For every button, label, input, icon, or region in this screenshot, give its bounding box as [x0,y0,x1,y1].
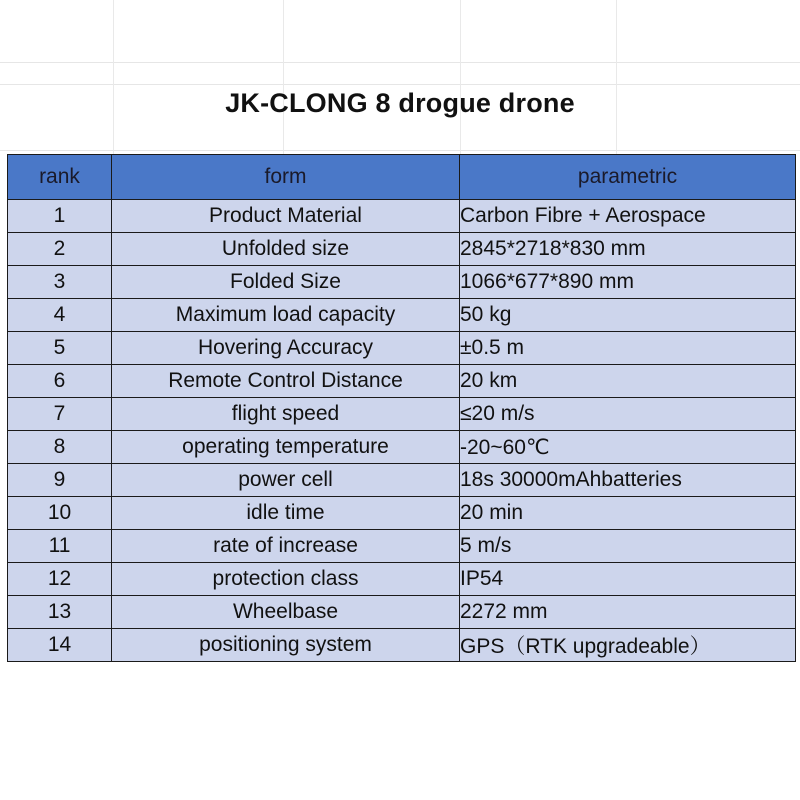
form-cell: Wheelbase [112,596,460,629]
param-cell: 50 kg [460,299,796,332]
table-row [8,365,796,398]
param-cell: 2845*2718*830 mm [460,233,796,266]
param-cell: 1066*677*890 mm [460,266,796,299]
form-cell: power cell [112,464,460,497]
rank-cell: 1 [8,200,112,233]
form-cell: rate of increase [112,530,460,563]
table-row [8,464,796,497]
form-cell: Maximum load capacity [112,299,460,332]
form-cell: idle time [112,497,460,530]
form-cell: protection class [112,563,460,596]
param-cell: 20 km [460,365,796,398]
column-header-parametric: parametric [460,155,796,200]
param-cell: -20~60℃ [460,431,796,464]
spec-table [7,154,796,662]
rank-cell: 7 [8,398,112,431]
form-cell: Unfolded size [112,233,460,266]
header-row [8,155,796,200]
table-row [8,629,796,662]
form-cell: operating temperature [112,431,460,464]
rank-cell: 2 [8,233,112,266]
column-header-rank: rank [8,155,112,200]
param-cell: 20 min [460,497,796,530]
table-row [8,299,796,332]
table-row [8,233,796,266]
rank-cell: 9 [8,464,112,497]
param-cell: Carbon Fibre + Aerospace [460,200,796,233]
rank-cell: 8 [8,431,112,464]
form-cell: Product Material [112,200,460,233]
form-cell: Folded Size [112,266,460,299]
param-cell: 18s 30000mAhbatteries [460,464,796,497]
rank-cell: 13 [8,596,112,629]
table-row [8,563,796,596]
rank-cell: 14 [8,629,112,662]
param-cell: ±0.5 m [460,332,796,365]
rank-cell: 12 [8,563,112,596]
table-row [8,497,796,530]
table-body [8,200,796,662]
rank-cell: 3 [8,266,112,299]
table-row [8,530,796,563]
rank-cell: 10 [8,497,112,530]
param-cell: 5 m/s [460,530,796,563]
table-row [8,266,796,299]
form-cell: Hovering Accuracy [112,332,460,365]
rank-cell: 4 [8,299,112,332]
form-cell: Remote Control Distance [112,365,460,398]
rank-cell: 11 [8,530,112,563]
table-row [8,596,796,629]
table-row [8,332,796,365]
form-cell: flight speed [112,398,460,431]
column-header-form: form [112,155,460,200]
table-row [8,200,796,233]
rank-cell: 6 [8,365,112,398]
param-cell: 2272 mm [460,596,796,629]
param-cell: GPS（RTK upgradeable） [460,629,796,662]
table-row [8,431,796,464]
form-cell: positioning system [112,629,460,662]
table-row [8,398,796,431]
rank-cell: 5 [8,332,112,365]
param-cell: ≤20 m/s [460,398,796,431]
document-title: JK-CLONG 8 drogue drone [225,88,575,118]
param-cell: IP54 [460,563,796,596]
